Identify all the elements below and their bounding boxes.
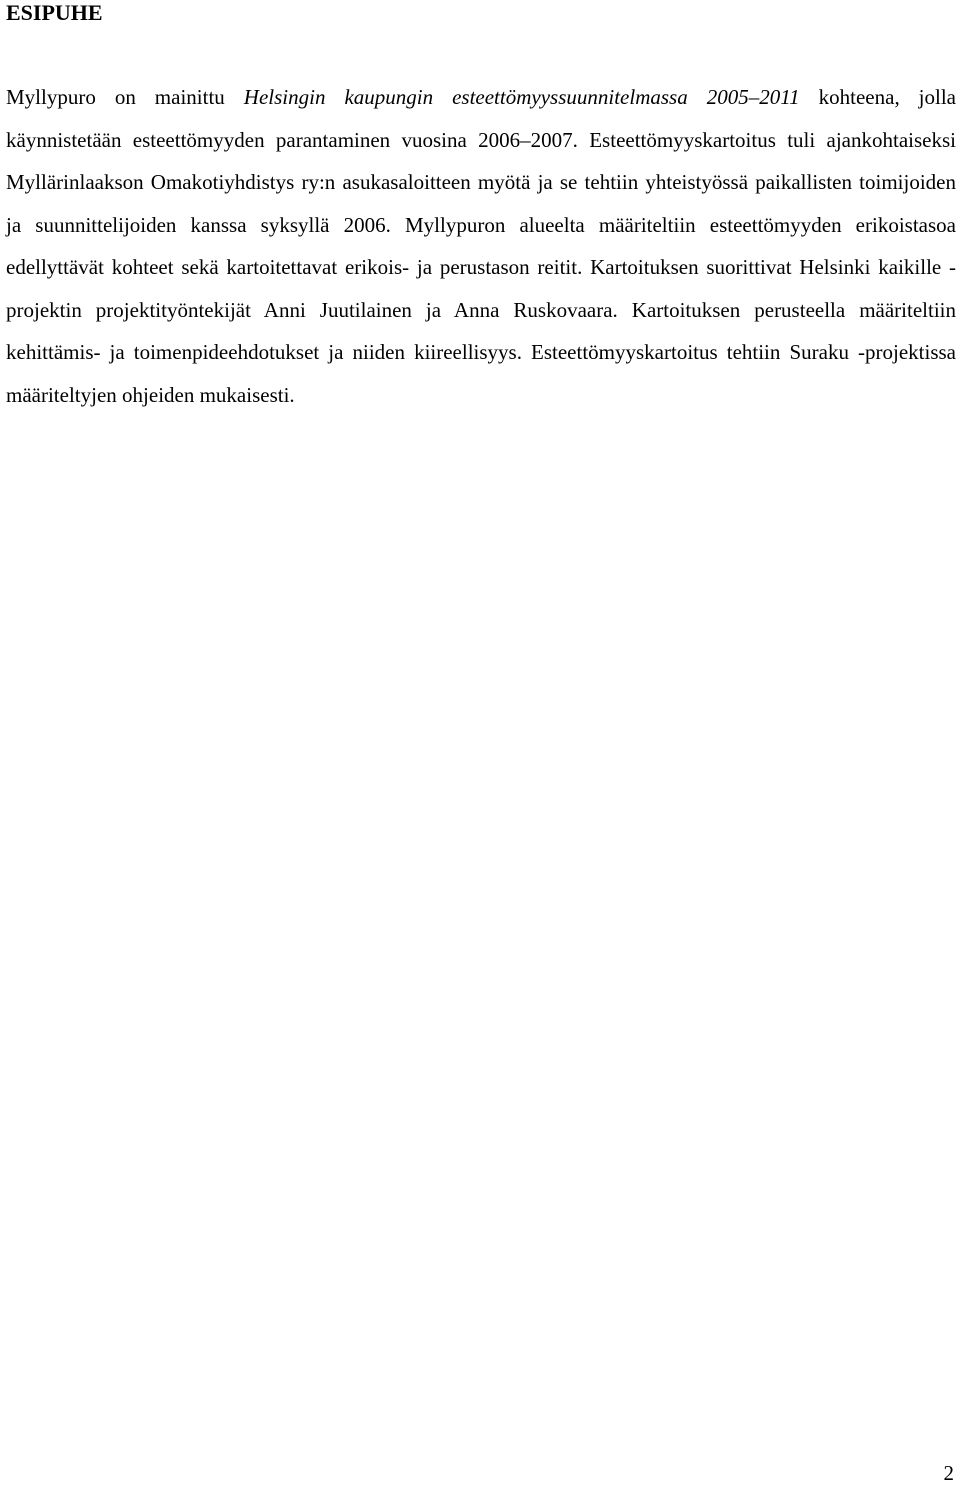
- page-heading: ESIPUHE: [6, 0, 103, 25]
- paragraph-text-rest: kohteena, jolla käynnistetään esteettömyyden parantaminen vuosina 2006–2007. Esteettömyyskartoitus tuli ajankohtaiseksi Myllärinlaakson Omakotiyhdistys ry:n asukasaloitteen myötä ja se tehtiin yhteistyössä paikallisten toimijoiden ja suunnittelijoiden kanssa syksyllä 2006. Myllypuron alueelta määriteltiin esteettömyyden erikoistasoa edellyttävät kohteet sekä kartoitettavat erikois- ja perustason reitit. Kartoituksen suorittivat Helsinki kaikille -projektin projektityöntekijät Anni Juutilainen ja Anna Ruskovaara. Kartoituksen perusteella määriteltiin kehittämis- ja toimenpideehdotukset ja niiden kiireellisyys. Esteettömyyskartoitus tehtiin Suraku -projektissa määriteltyjen ohjeiden mukaisesti.: [6, 85, 957, 407]
- body-paragraph: [6, 76, 956, 416]
- page-number: 2: [943, 1461, 954, 1485]
- paragraph-text-start: Myllypuro on mainittu: [6, 85, 244, 109]
- paragraph-italic-title: Helsingin kaupungin esteettömyyssuunnitelmassa 2005–2011: [243, 85, 800, 109]
